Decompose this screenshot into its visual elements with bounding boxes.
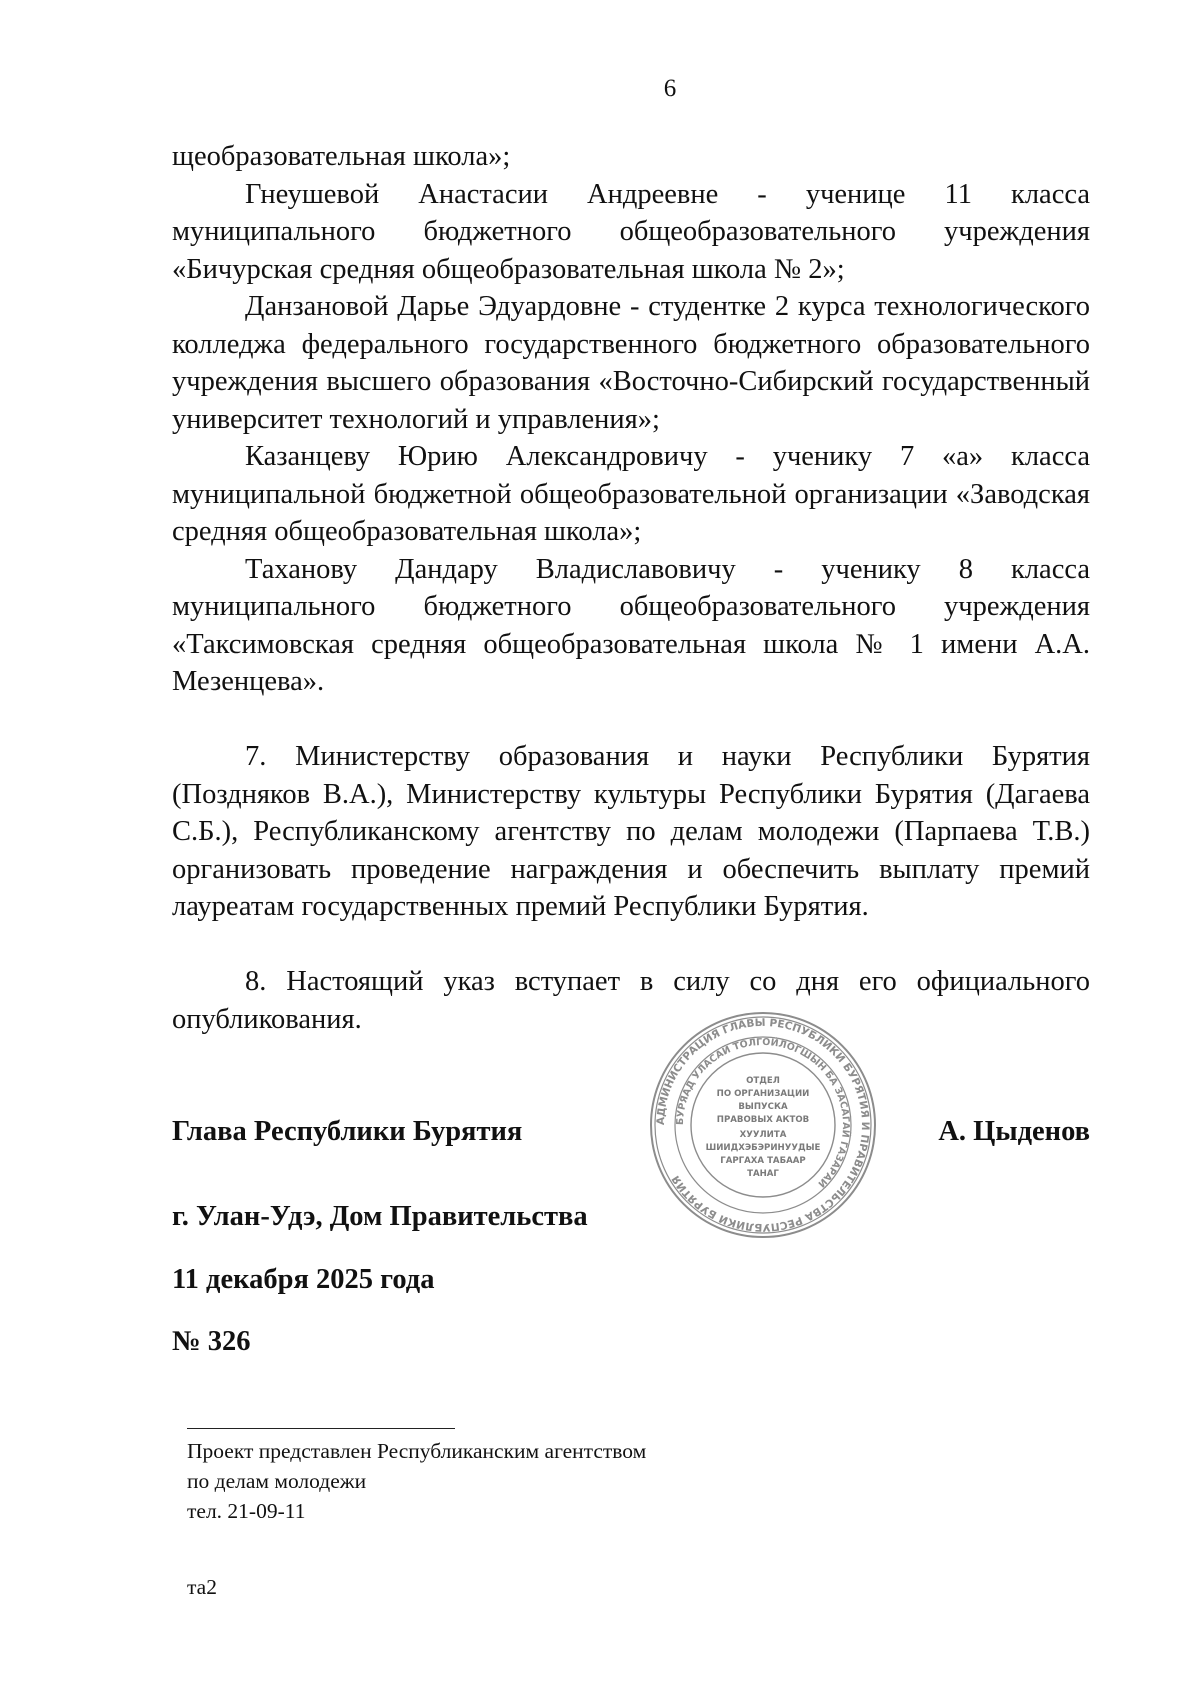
paragraph: Данзановой Дарье Эдуардовне - студентке 2 курса технологического колледжа федерального государственного бюджетного образовательного учреждения высшего образования «Восточно-Сибирский государственный университет технологий и управления»;: [172, 291, 1090, 435]
seal-center-line: ВЫПУСКА: [738, 1102, 788, 1112]
footnote-line: по делам молодежи: [187, 1469, 367, 1493]
seal-center-line: ОТДЕЛ: [746, 1076, 780, 1086]
paragraph: Гнеушевой Анастасии Андреевне - ученице 11 класса муниципального бюджетного общеобразовательного учреждения «Бичурская средняя общеобразовательная школа № 2»;: [172, 178, 1090, 285]
document-code: та2: [187, 1575, 217, 1599]
seal-center-line: ПРАВОВЫХ АКТОВ: [716, 1115, 810, 1125]
footnote-line: тел. 21-09-11: [187, 1499, 306, 1523]
decree-number: № 326: [172, 1326, 251, 1357]
paragraph-item-7: 7. Министерству образования и науки Республики Бурятия (Поздняков В.А.), Министерству культуры Республики Бурятия (Дагаева С.Б.), Республиканскому агентству по делам молодежи (Парпаева Т.В.) организовать проведение награждения и обеспечить выплату премий лауреатам государственных премий Республики Бурятия.: [172, 741, 1090, 922]
seal-center-line: ХУУЛИТА: [739, 1130, 787, 1140]
footnote-divider: [187, 1428, 455, 1429]
seal-center-line: ГАРГАХА ТАБААР: [720, 1156, 806, 1166]
official-seal-icon: [648, 1010, 878, 1240]
issue-place: г. Улан-Удэ, Дом Правительства: [172, 1201, 588, 1232]
paragraph-item-8: 8. Настоящий указ вступает в силу со дня его официального опубликования.: [172, 966, 1090, 1035]
footnote: [187, 1436, 646, 1526]
issue-date: 11 декабря 2025 года: [172, 1264, 435, 1295]
seal-outer-text: АДМИНИСТРАЦИЯ ГЛАВЫ РЕСПУБЛИКИ БУРЯТИЯ И ПРАВИТЕЛЬСТВА РЕСПУБЛИКИ БУРЯТИЯ: [654, 1016, 872, 1234]
seal-inner-text: БУРЯАД УЛАСАЙ ТОЛГОЙЛОГШЫН БА ЗАСАГАЙ ГАЗАРАЙ: [674, 1036, 852, 1190]
footnote-line: Проект представлен Республиканским агентством: [187, 1439, 647, 1463]
signature-block: [172, 1112, 1090, 1152]
seal-center-line: ТАНАГ: [747, 1169, 779, 1179]
seal-center-line: ШИИДХЭБЭРИНУУДЫЕ: [705, 1143, 821, 1153]
svg-text:БУРЯАД УЛАСАЙ ТОЛГОЙЛОГШЫН БА: [675, 1036, 852, 1190]
signatory-position: Глава Республики Бурятия: [172, 1116, 523, 1147]
decree-body: [172, 138, 1090, 1038]
seal-center-line: ПО ОРГАНИЗАЦИИ: [716, 1089, 810, 1099]
paragraph: Казанцеву Юрию Александровичу - ученику 7 «а» класса муниципальной бюджетной общеобразовательной организации «Заводская средняя общеобразовательная школа»;: [172, 441, 1090, 547]
paragraph: щеобразовательная школа»;: [172, 141, 511, 172]
page-number: 6: [663, 75, 677, 102]
paragraph: Таханову Дандару Владиславовичу - ученику 8 класса муниципального бюджетного общеобразовательного учреждения «Таксимовская средняя общеобразовательная школа № 1 имени А.А. Мезенцева».: [172, 553, 1090, 697]
signatory-name: А. Цыденов: [938, 1116, 1090, 1147]
